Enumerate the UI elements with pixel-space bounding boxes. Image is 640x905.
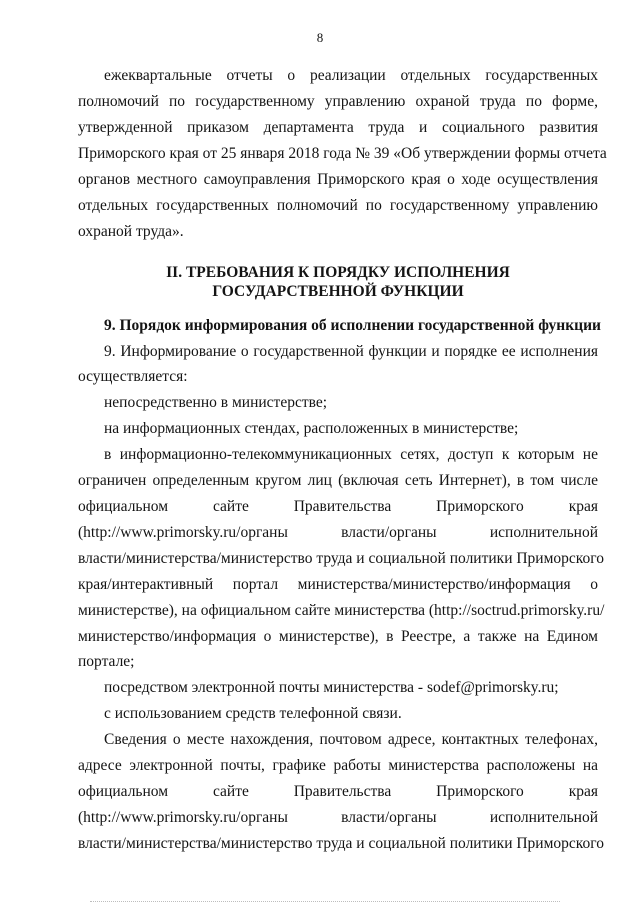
list-item: официальном сайте Правительства Приморского края — [78, 498, 598, 515]
paragraph-line: отдельных государственных полномочий по государственному управлению — [78, 197, 598, 214]
list-item: ограничен определенным кругом лиц (включая сеть Интернет), в том числе — [78, 472, 598, 489]
list-item: министерство/информация о министерстве), в Реестре, а также на Едином — [78, 628, 598, 645]
list-item: министерстве), на официальном сайте министерства (http://soctrud.primorsky.ru/ — [78, 602, 605, 619]
page-bottom-rule — [90, 901, 560, 902]
list-item: с использованием средств телефонной связи. — [104, 705, 402, 722]
list-item: края/интерактивный портал министерства/министерство/информация о — [78, 576, 598, 593]
list-item: посредством электронной почты министерства - sodef@primorsky.ru; — [104, 679, 559, 696]
subsection-title: 9. Порядок информирования об исполнении государственной функции — [104, 317, 601, 334]
paragraph-line: органов местного самоуправления Приморского края о ходе осуществления — [78, 171, 598, 188]
paragraph-line: адресе электронной почты, графике работы министерства расположены на — [78, 757, 598, 774]
list-item: на информационных стендах, расположенных в министерстве; — [104, 420, 519, 437]
list-item: портале; — [78, 653, 135, 670]
paragraph-line: официальном сайте Правительства Приморского края — [78, 783, 598, 800]
paragraph-line: полномочий по государственному управлению охраной труда по форме, — [78, 93, 598, 110]
paragraph-line: (http://www.primorsky.ru/органы власти/органы исполнительной — [78, 809, 598, 826]
paragraph-line: ежеквартальные отчеты о реализации отдельных государственных — [104, 67, 598, 84]
paragraph-line: Сведения о месте нахождения, почтовом адресе, контактных телефонах, — [104, 731, 598, 748]
paragraph-line: 9. Информирование о государственной функции и порядке ее исполнения — [104, 343, 598, 360]
paragraph-line: утвержденной приказом департамента труда и социального развития — [78, 119, 598, 136]
section-title: II. ТРЕБОВАНИЯ К ПОРЯДКУ ИСПОЛНЕНИЯ — [166, 264, 510, 281]
list-item: (http://www.primorsky.ru/органы власти/органы исполнительной — [78, 524, 598, 541]
list-item: власти/министерства/министерство труда и социальной политики Приморского — [78, 550, 605, 567]
paragraph-line: Приморского края от 25 января 2018 года № 39 «Об утверждении формы отчета — [78, 145, 607, 162]
page-number: 8 — [316, 30, 324, 45]
paragraph-line: охраной труда». — [78, 223, 184, 240]
paragraph-line: осуществляется: — [78, 368, 188, 385]
section-title: ГОСУДАРСТВЕННОЙ ФУНКЦИИ — [212, 283, 464, 300]
list-item: непосредственно в министерстве; — [104, 394, 328, 411]
paragraph-line: власти/министерства/министерство труда и социальной политики Приморского — [78, 835, 605, 852]
list-item: в информационно-телекоммуникационных сетях, доступ к которым не — [104, 446, 598, 463]
